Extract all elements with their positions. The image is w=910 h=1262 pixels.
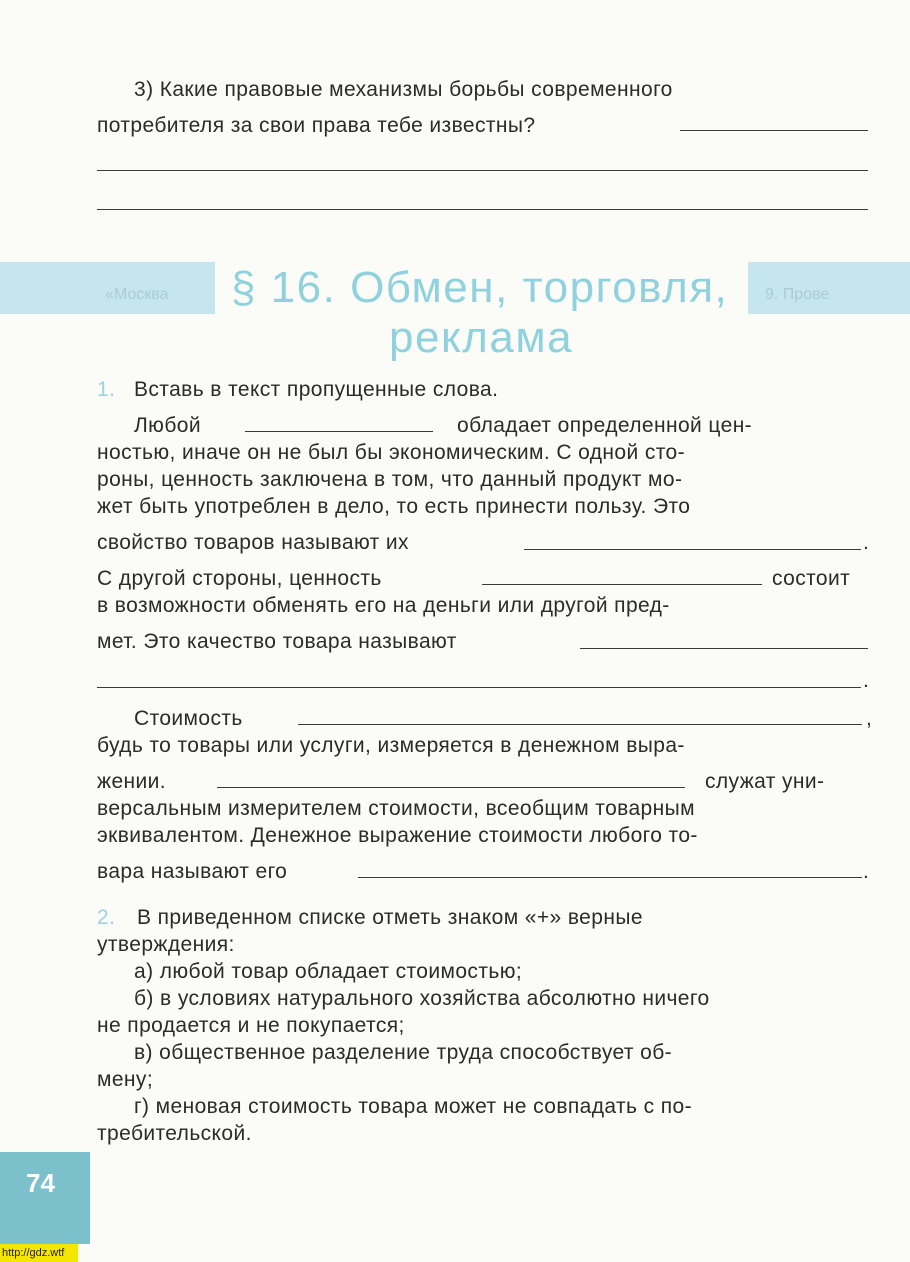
task1-text-line: Стоимость — [134, 707, 243, 730]
task2-item-continuation: не продается и не покупается; — [97, 1014, 405, 1037]
task2-item[interactable]: б) в условиях натурального хозяйства абсолютно ничего — [134, 987, 710, 1010]
header-ghost-right: 9. Прове — [765, 286, 830, 303]
task1-text-line: С другой стороны, ценность — [97, 567, 382, 590]
section-title-line1: § 16. Обмен, торговля, — [231, 263, 729, 312]
task2-item[interactable]: в) общественное разделение труда способствует об- — [134, 1041, 673, 1064]
header-ghost-left: «Москва — [105, 286, 169, 303]
task1-text-line: Любой — [134, 414, 201, 437]
task1-text-line: в возможности обменять его на деньги или другой пред- — [97, 594, 670, 617]
task1-text-line: версальным измерителем стоимости, всеобщим товарным — [97, 797, 695, 820]
punct-dot: . — [863, 669, 870, 692]
task2-item[interactable]: г) меновая стоимость товара может не совпадать с по- — [134, 1095, 692, 1118]
task1-text-line: обладает определенной цен- — [457, 414, 753, 437]
q3-line1: 3) Какие правовые механизмы борьбы современного — [134, 78, 673, 101]
task1-number: 1. — [97, 378, 116, 401]
task2-prompt-line2: утверждения: — [97, 933, 235, 956]
q3-answer-blank-1[interactable] — [680, 130, 868, 131]
task1-text-line: роны, ценность заключена в том, что данный продукт мо- — [97, 468, 683, 491]
watermark-label: http://gdz.wtf — [0, 1244, 78, 1262]
task1-prompt: Вставь в текст пропущенные слова. — [134, 378, 499, 401]
task1-blank-8[interactable] — [358, 877, 862, 878]
task2-item-continuation: мену; — [97, 1068, 154, 1091]
q3-answer-blank-2[interactable] — [97, 170, 868, 171]
punct-dot: . — [863, 860, 870, 883]
task1-blank-4[interactable] — [580, 648, 868, 649]
task1-text-line: жет быть употреблен в дело, то есть принести пользу. Это — [97, 495, 691, 518]
page-number: 74 — [26, 1168, 55, 1198]
task1-text-line: мет. Это качество товара называют — [97, 630, 457, 653]
task1-text-line: эквивалентом. Денежное выражение стоимости любого то- — [97, 824, 698, 847]
task2-item[interactable]: а) любой товар обладает стоимостью; — [134, 960, 523, 983]
task1-text-line: жении. — [97, 770, 167, 793]
task1-text-line: состоит — [772, 567, 851, 590]
task2-prompt-line1: В приведенном списке отметь знаком «+» верные — [137, 906, 643, 929]
task2-item-continuation: требительской. — [97, 1122, 252, 1145]
task1-text-line: будь то товары или услуги, измеряется в денежном выра- — [97, 734, 685, 757]
task1-blank-5[interactable] — [97, 687, 861, 688]
q3-line2: потребителя за свои права тебе известны? — [97, 114, 536, 137]
section-title-line2: реклама — [389, 313, 574, 362]
task1-text-line: служат уни- — [705, 770, 825, 793]
task1-blank-7[interactable] — [217, 787, 685, 788]
task1-blank-2[interactable] — [524, 549, 861, 550]
punct-comma: , — [866, 707, 873, 730]
task1-text-line: ностью, иначе он не был бы экономическим. С одной сто- — [97, 441, 686, 464]
punct-dot: . — [863, 531, 870, 554]
task1-text-line: свойство товаров называют их — [97, 531, 409, 554]
task2-number: 2. — [97, 906, 116, 929]
task1-blank-3[interactable] — [482, 584, 762, 585]
task1-blank-1[interactable] — [245, 431, 433, 432]
task1-text-line: вара называют его — [97, 860, 288, 883]
q3-answer-blank-3[interactable] — [97, 209, 868, 210]
task1-blank-6[interactable] — [298, 724, 862, 725]
